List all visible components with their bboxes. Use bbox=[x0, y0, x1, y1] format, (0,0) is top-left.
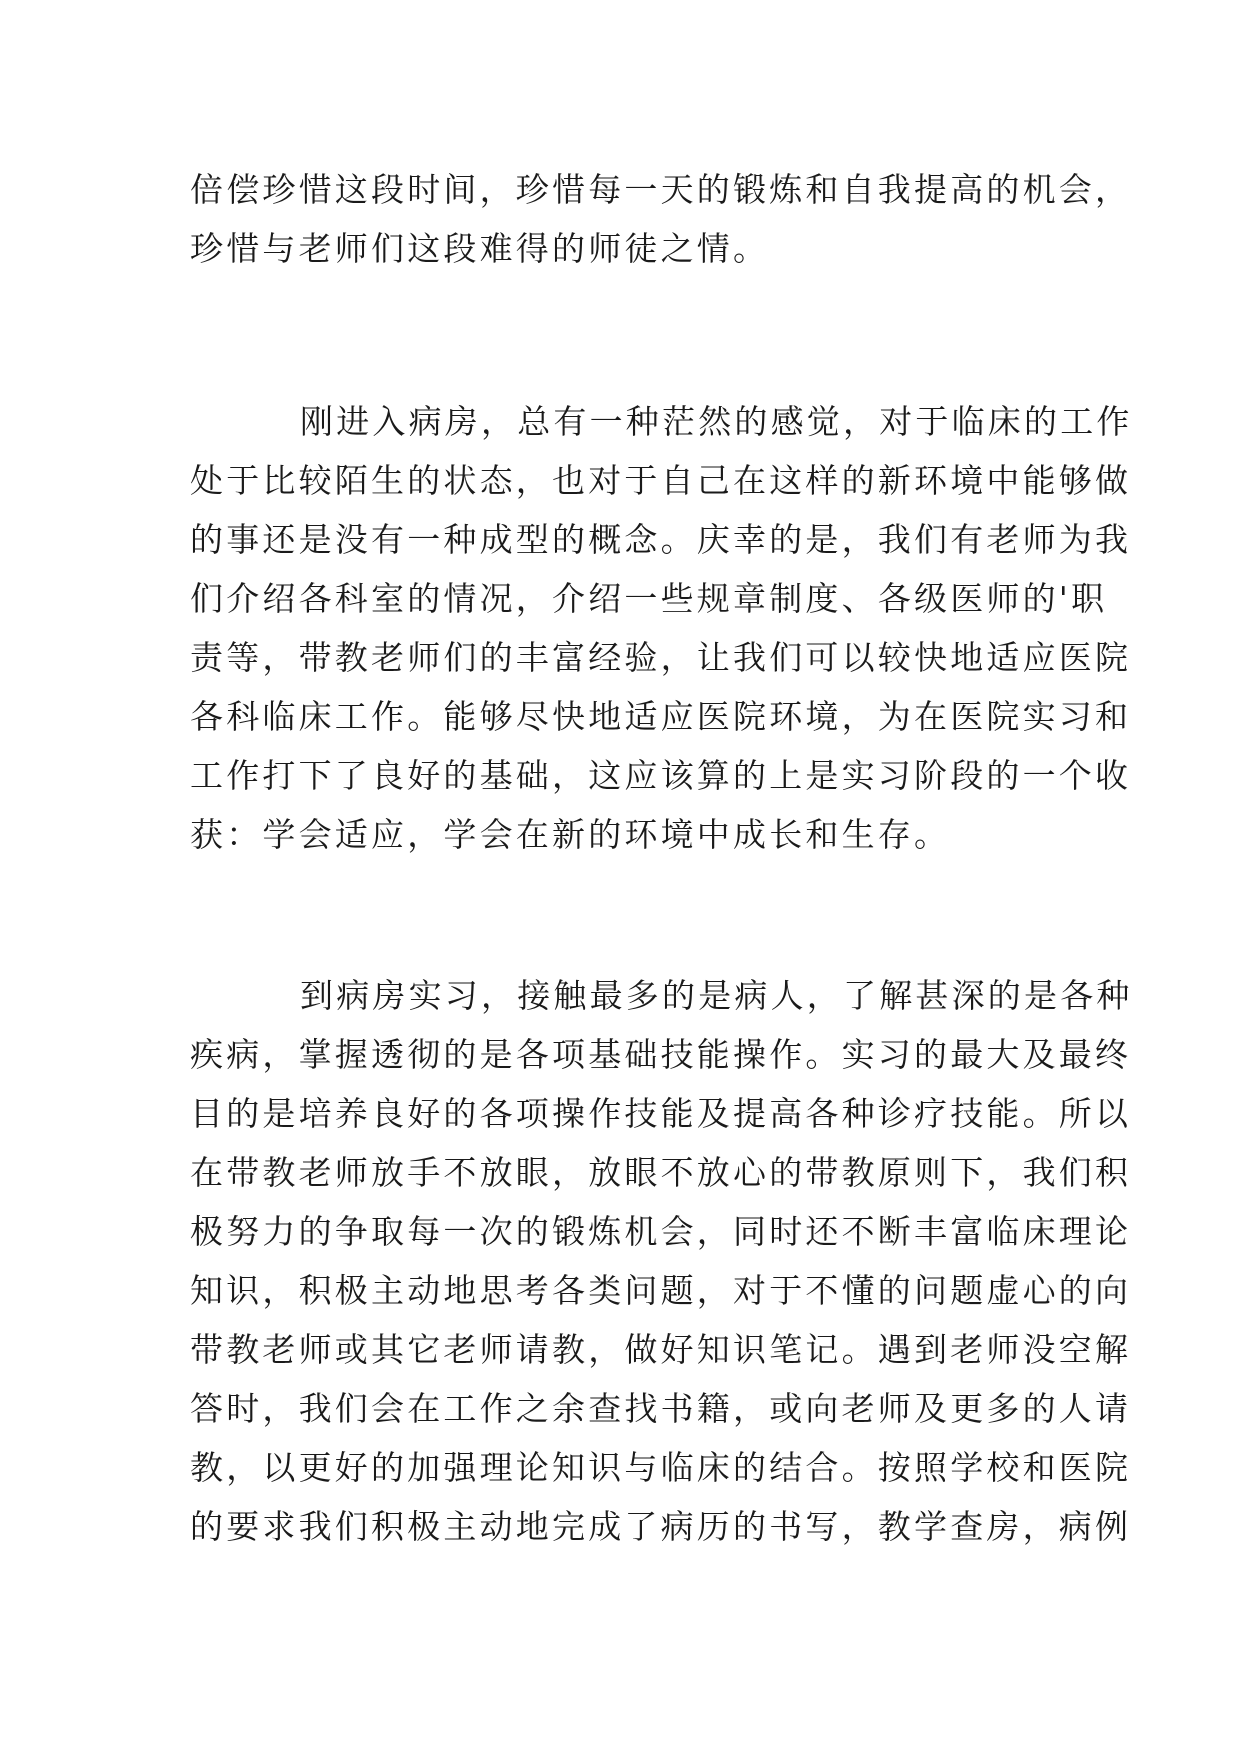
text-line: 责等，带教老师们的丰富经验，让我们可以较快地适应医院 bbox=[190, 638, 1132, 677]
text-line: 各科临床工作。能够尽快地适应医院环境，为在医院实习和 bbox=[190, 697, 1132, 736]
text-line: 到病房实习，接触最多的是病人，了解甚深的是各种 bbox=[300, 976, 1133, 1015]
text-line: 知识，积极主动地思考各类问题，对于不懂的问题虚心的向 bbox=[190, 1271, 1132, 1310]
text-line: 的事还是没有一种成型的概念。庆幸的是，我们有老师为我 bbox=[190, 520, 1132, 559]
text-line: 珍惜与老师们这段难得的师徒之情。 bbox=[190, 229, 770, 268]
paragraph-1 bbox=[190, 160, 1132, 278]
text-line: 刚进入病房，总有一种茫然的感觉，对于临床的工作 bbox=[300, 402, 1133, 441]
text-line: 极努力的争取每一次的锻炼机会，同时还不断丰富临床理论 bbox=[190, 1212, 1132, 1251]
text-line: 获：学会适应，学会在新的环境中成长和生存。 bbox=[190, 815, 951, 854]
text-line: 倍偿珍惜这段时间，珍惜每一天的锻炼和自我提高的机会， bbox=[190, 170, 1132, 209]
text-line: 带教老师或其它老师请教，做好知识笔记。遇到老师没空解 bbox=[190, 1330, 1132, 1369]
text-line: 目的是培养良好的各项操作技能及提高各种诊疗技能。所以 bbox=[190, 1094, 1132, 1133]
paragraph-2 bbox=[190, 392, 1133, 864]
paragraph-3 bbox=[190, 966, 1133, 1556]
text-line: 答时，我们会在工作之余查找书籍，或向老师及更多的人请 bbox=[190, 1389, 1132, 1428]
text-line: 们介绍各科室的情况，介绍一些规章制度、各级医师的'职 bbox=[190, 579, 1108, 618]
text-line: 在带教老师放手不放眼，放眼不放心的带教原则下，我们积 bbox=[190, 1153, 1132, 1192]
text-line: 处于比较陌生的状态，也对于自己在这样的新环境中能够做 bbox=[190, 461, 1132, 500]
text-line: 教，以更好的加强理论知识与临床的结合。按照学校和医院 bbox=[190, 1448, 1132, 1487]
text-line: 的要求我们积极主动地完成了病历的书写，教学查房，病例 bbox=[190, 1507, 1132, 1546]
text-line: 疾病，掌握透彻的是各项基础技能操作。实习的最大及最终 bbox=[190, 1035, 1132, 1074]
text-line: 工作打下了良好的基础，这应该算的上是实习阶段的一个收 bbox=[190, 756, 1132, 795]
